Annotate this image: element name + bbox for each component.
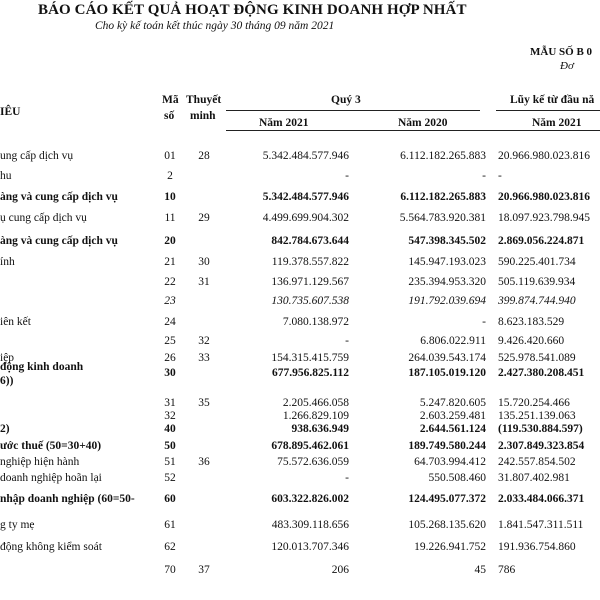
row-value-ytd-2021: 2.869.056.224.871: [498, 235, 585, 247]
row-code: 30: [164, 367, 176, 379]
row-value-q3-2020: 5.247.820.605: [419, 397, 486, 409]
row-label-cont: 6)): [0, 375, 14, 387]
row-note: 32: [198, 335, 210, 347]
row-value-q3-2021: 603.322.826.002: [271, 493, 349, 505]
row-value-q3-2021: 1.266.829.109: [282, 410, 349, 422]
header-note-2: minh: [190, 110, 216, 122]
row-value-q3-2020: 235.394.953.320: [408, 276, 486, 288]
row-value-q3-2020: 264.039.543.174: [408, 352, 486, 364]
row-label: hu: [0, 170, 12, 182]
row-value-q3-2020: 105.268.135.620: [408, 519, 486, 531]
row-value-q3-2021: 206: [331, 564, 349, 576]
row-value-ytd-2021: 191.936.754.860: [498, 541, 576, 553]
row-value-q3-2020: 124.495.077.372: [408, 493, 486, 505]
row-code: 70: [164, 564, 176, 576]
row-note: 30: [198, 256, 210, 268]
header-note-1: Thuyết: [186, 94, 222, 106]
row-value-ytd-2021: 9.426.420.660: [498, 335, 565, 347]
header-year-b: Năm 2020: [398, 117, 448, 129]
row-code: 21: [164, 256, 176, 268]
row-value-q3-2020: -: [482, 316, 486, 328]
row-value-q3-2020: 189.749.580.244: [408, 440, 486, 452]
row-note: 28: [198, 150, 210, 162]
row-label: động không kiểm soát: [0, 541, 102, 553]
row-code: 2: [167, 170, 173, 182]
row-code: 50: [164, 440, 176, 452]
header-code-2: số: [164, 110, 175, 122]
header-quarter: Quý 3: [331, 94, 361, 106]
row-label: nhập doanh nghiệp (60=50-: [0, 493, 135, 505]
row-note: 33: [198, 352, 210, 364]
row-code: 10: [164, 191, 176, 203]
row-value-q3-2021: 678.895.462.061: [271, 440, 349, 452]
report-title: BÁO CÁO KẾT QUẢ HOẠT ĐỘNG KINH DOANH HỢP NHẤT: [38, 2, 467, 18]
row-code: 26: [164, 352, 176, 364]
row-value-q3-2020: 145.947.193.023: [408, 256, 486, 268]
row-label: iên kết: [0, 316, 31, 328]
row-code: 24: [164, 316, 176, 328]
row-code: 11: [164, 212, 176, 224]
row-label: 2): [0, 423, 10, 435]
row-value-q3-2020: 187.105.019.120: [408, 367, 486, 379]
header-ytd: Lũy kế từ đầu nă: [510, 94, 595, 106]
row-value-q3-2020: 2.603.259.481: [419, 410, 486, 422]
row-value-q3-2021: 483.309.118.656: [271, 519, 349, 531]
row-value-q3-2021: 4.499.699.904.302: [262, 212, 349, 224]
row-value-q3-2020: 2.644.561.124: [419, 423, 486, 435]
row-value-q3-2020: 45: [474, 564, 486, 576]
row-value-q3-2021: 5.342.484.577.946: [262, 191, 349, 203]
row-label: àng và cung cấp dịch vụ: [0, 235, 118, 247]
row-note: 35: [198, 397, 210, 409]
year-underline: [226, 130, 600, 131]
ytd-underline: [496, 110, 600, 111]
row-note: 37: [198, 564, 210, 576]
row-value-q3-2020: 19.226.941.752: [414, 541, 486, 553]
row-code: 61: [164, 519, 176, 531]
row-label: iệp: [0, 352, 15, 364]
row-label: ụ cung cấp dịch vụ: [0, 212, 87, 224]
row-value-q3-2021: 130.735.607.538: [271, 295, 349, 307]
row-value-q3-2021: 938.636.949: [291, 423, 349, 435]
row-code: 22: [164, 276, 176, 288]
row-label: nghiệp hiện hành: [0, 456, 80, 468]
row-note: 36: [198, 456, 210, 468]
row-label: doanh nghiệp hoãn lại: [0, 472, 102, 484]
row-value-ytd-2021: 786: [498, 564, 516, 576]
row-value-q3-2021: -: [345, 472, 349, 484]
row-value-ytd-2021: 8.623.183.529: [498, 316, 565, 328]
quarter-underline: [226, 110, 480, 111]
row-value-q3-2021: 2.205.466.058: [282, 397, 349, 409]
row-value-q3-2021: 5.342.484.577.946: [262, 150, 349, 162]
row-label: ung cấp dịch vụ: [0, 150, 74, 162]
row-value-q3-2020: 6.112.182.265.883: [400, 150, 486, 162]
row-value-q3-2021: 120.013.707.346: [271, 541, 349, 553]
row-label: ước thuế (50=30+40): [0, 440, 102, 452]
row-code: 25: [164, 335, 176, 347]
row-value-q3-2020: 547.398.345.502: [408, 235, 486, 247]
row-value-ytd-2021: 505.119.639.934: [498, 276, 576, 288]
row-value-q3-2020: 6.112.182.265.883: [400, 191, 486, 203]
form-code: MẪU SỐ B 0: [530, 46, 593, 58]
row-value-ytd-2021: 20.966.980.023.816: [498, 191, 590, 203]
row-code: 31: [164, 397, 176, 409]
row-value-ytd-2021: 525.978.541.089: [498, 352, 576, 364]
row-value-ytd-2021: 15.720.254.466: [498, 397, 570, 409]
row-value-ytd-2021: -: [498, 170, 502, 182]
row-label: g ty mẹ: [0, 519, 35, 531]
row-code: 62: [164, 541, 176, 553]
row-code: 20: [164, 235, 176, 247]
row-value-ytd-2021: 2.427.380.208.451: [498, 367, 585, 379]
row-value-q3-2021: -: [345, 335, 349, 347]
row-value-q3-2020: 6.806.022.911: [420, 335, 486, 347]
row-value-q3-2020: 5.564.783.920.381: [399, 212, 486, 224]
row-value-ytd-2021: 31.807.402.981: [498, 472, 570, 484]
row-label: ính: [0, 256, 15, 268]
header-code-1: Mã: [162, 94, 179, 106]
row-note: 29: [198, 212, 210, 224]
row-value-ytd-2021: 399.874.744.940: [498, 295, 576, 307]
row-value-q3-2021: 119.378.557.822: [271, 256, 349, 268]
header-year-a: Năm 2021: [259, 117, 309, 129]
row-value-q3-2021: 75.572.636.059: [277, 456, 349, 468]
row-value-q3-2020: 64.703.994.412: [414, 456, 486, 468]
row-code: 60: [164, 493, 176, 505]
row-value-ytd-2021: 2.307.849.323.854: [498, 440, 585, 452]
row-value-q3-2021: 136.971.129.567: [271, 276, 349, 288]
row-value-ytd-2021: 20.966.980.023.816: [498, 150, 590, 162]
row-value-q3-2021: 677.956.825.112: [272, 367, 349, 379]
row-value-q3-2020: 191.792.039.694: [408, 295, 486, 307]
row-code: 40: [164, 423, 176, 435]
row-code: 01: [164, 150, 176, 162]
row-code: 52: [164, 472, 176, 484]
row-value-q3-2021: 154.315.415.759: [271, 352, 349, 364]
row-label: àng và cung cấp dịch vụ: [0, 191, 118, 203]
row-note: 31: [198, 276, 210, 288]
row-value-ytd-2021: 2.033.484.066.371: [498, 493, 585, 505]
row-value-q3-2021: 842.784.673.644: [271, 235, 349, 247]
row-value-ytd-2021: 590.225.401.734: [498, 256, 576, 268]
row-code: 51: [164, 456, 176, 468]
header-year-c: Năm 2021: [532, 117, 582, 129]
row-code: 32: [164, 410, 176, 422]
row-value-ytd-2021: 242.557.854.502: [498, 456, 576, 468]
row-value-ytd-2021: 18.097.923.798.945: [498, 212, 590, 224]
row-value-q3-2020: -: [482, 170, 486, 182]
report-subtitle: Cho kỳ kế toán kết thúc ngày 30 tháng 09 năm 2021: [95, 20, 335, 32]
form-unit: Đơ: [560, 60, 574, 72]
row-code: 23: [164, 295, 176, 307]
row-label: động kinh doanh: [0, 361, 84, 373]
row-value-ytd-2021: (119.530.884.597): [498, 423, 583, 435]
row-value-q3-2021: -: [345, 170, 349, 182]
row-value-q3-2020: 550.508.460: [428, 472, 486, 484]
row-value-ytd-2021: 1.841.547.311.511: [498, 519, 584, 531]
row-value-ytd-2021: 135.251.139.063: [498, 410, 576, 422]
row-value-q3-2021: 7.080.138.972: [282, 316, 349, 328]
header-item: IÊU: [0, 106, 21, 118]
